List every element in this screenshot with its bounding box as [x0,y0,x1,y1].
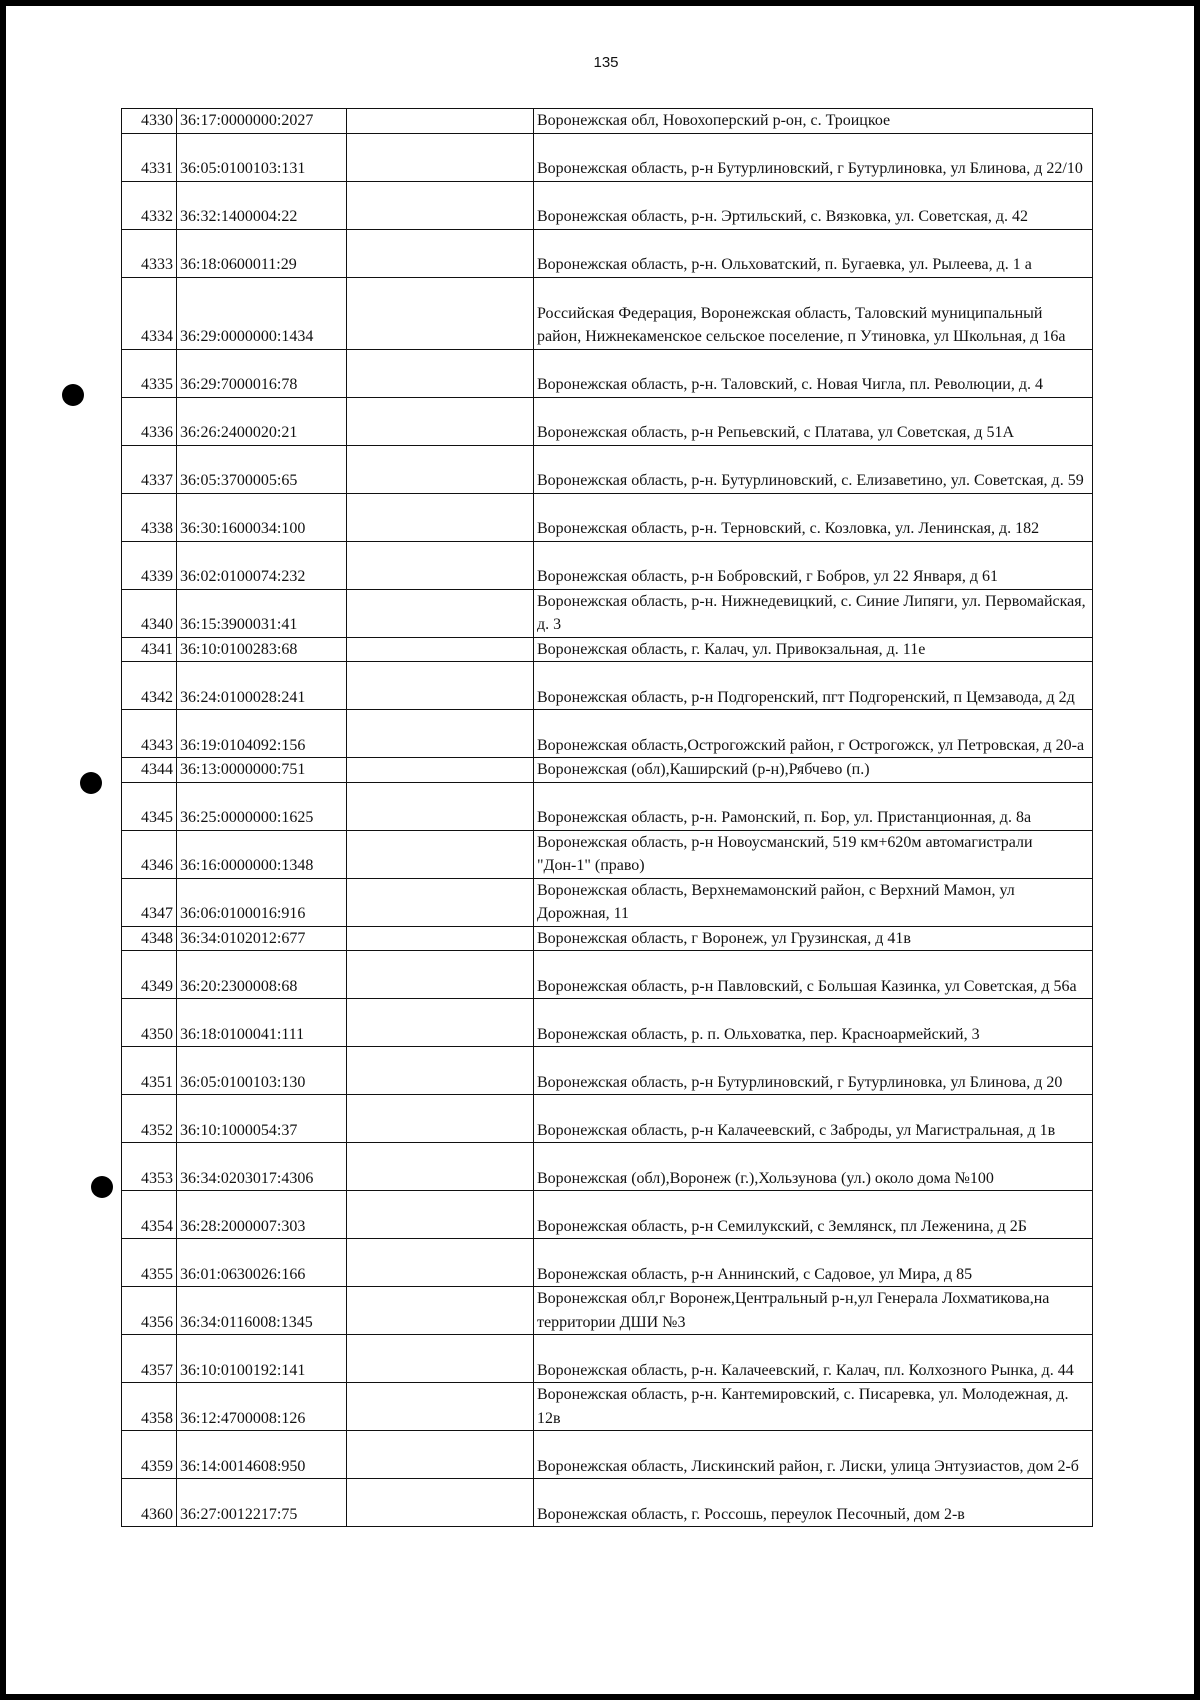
cadastral-number-cell: 36:30:1600034:100 [177,493,347,541]
row-number-cell: 4354 [122,1191,177,1239]
empty-cell [347,662,534,710]
empty-cell [347,493,534,541]
row-number-cell: 4355 [122,1239,177,1287]
table-row [122,1239,1093,1287]
table-row [122,1383,1093,1431]
row-number-cell: 4334 [122,277,177,349]
table-row [122,1047,1093,1095]
address-cell: Воронежская область, р-н. Таловский, с. Новая Чигла, пл. Революции, д. 4 [534,349,1093,397]
cadastral-number-cell: 36:02:0100074:232 [177,541,347,589]
row-number-cell: 4349 [122,951,177,999]
address-cell: Воронежская область, г Воронеж, ул Грузинская, д 41в [534,926,1093,951]
cadastral-number-cell: 36:29:0000000:1434 [177,277,347,349]
table-row [122,1287,1093,1335]
cadastral-number-cell: 36:29:7000016:78 [177,349,347,397]
address-cell: Российская Федерация, Воронежская область, Таловский муниципальный район, Нижнекаменское сельское поселение, п Утиновка, ул Школьная, д 16а [534,277,1093,349]
address-cell: Воронежская область, р-н Репьевский, с Платава, ул Советская, д 51А [534,397,1093,445]
row-number-cell: 4345 [122,782,177,830]
row-number-cell: 4331 [122,133,177,181]
empty-cell [347,878,534,926]
empty-cell [347,277,534,349]
empty-cell [347,758,534,783]
property-table [121,108,1093,1527]
cadastral-number-cell: 36:19:0104092:156 [177,710,347,758]
row-number-cell: 4341 [122,637,177,662]
row-number-cell: 4351 [122,1047,177,1095]
address-cell: Воронежская область, р-н. Нижнедевицкий, с. Синие Липяги, ул. Первомайская, д. 3 [534,589,1093,637]
empty-cell [347,710,534,758]
row-number-cell: 4359 [122,1431,177,1479]
empty-cell [347,1095,534,1143]
empty-cell [347,181,534,229]
address-cell: Воронежская область, р-н Аннинский, с Садовое, ул Мира, д 85 [534,1239,1093,1287]
cadastral-number-cell: 36:24:0100028:241 [177,662,347,710]
empty-cell [347,109,534,134]
table-row [122,1335,1093,1383]
empty-cell [347,229,534,277]
table-row [122,181,1093,229]
table-row [122,830,1093,878]
row-number-cell: 4330 [122,109,177,134]
row-number-cell: 4344 [122,758,177,783]
cadastral-number-cell: 36:05:3700005:65 [177,445,347,493]
punch-hole-mark [80,772,102,794]
cadastral-number-cell: 36:14:0014608:950 [177,1431,347,1479]
row-number-cell: 4335 [122,349,177,397]
row-number-cell: 4337 [122,445,177,493]
empty-cell [347,1191,534,1239]
address-cell: Воронежская область, р-н. Терновский, с. Козловка, ул. Ленинская, д. 182 [534,493,1093,541]
cadastral-number-cell: 36:34:0203017:4306 [177,1143,347,1191]
empty-cell [347,1239,534,1287]
empty-cell [347,926,534,951]
cadastral-number-cell: 36:12:4700008:126 [177,1383,347,1431]
row-number-cell: 4339 [122,541,177,589]
cadastral-number-cell: 36:20:2300008:68 [177,951,347,999]
address-cell: Воронежская область, р-н Павловский, с Большая Казинка, ул Советская, д 56а [534,951,1093,999]
table-row [122,229,1093,277]
address-cell: Воронежская область, р-н Подгоренский, пгт Подгоренский, п Цемзавода, д 2д [534,662,1093,710]
table-row [122,277,1093,349]
cadastral-number-cell: 36:17:0000000:2027 [177,109,347,134]
address-cell: Воронежская область, р. п. Ольховатка, пер. Красноармейский, 3 [534,999,1093,1047]
row-number-cell: 4333 [122,229,177,277]
table-row [122,1143,1093,1191]
table-row [122,1191,1093,1239]
table-row [122,710,1093,758]
empty-cell [347,637,534,662]
table-row [122,999,1093,1047]
cadastral-number-cell: 36:34:0116008:1345 [177,1287,347,1335]
cadastral-number-cell: 36:27:0012217:75 [177,1479,347,1527]
empty-cell [347,1287,534,1335]
row-number-cell: 4338 [122,493,177,541]
address-cell: Воронежская область, р-н. Бутурлиновский, с. Елизаветино, ул. Советская, д. 59 [534,445,1093,493]
cadastral-number-cell: 36:26:2400020:21 [177,397,347,445]
empty-cell [347,782,534,830]
table-row [122,589,1093,637]
address-cell: Воронежская область,Острогожский район, г Острогожск, ул Петровская, д 20-а [534,710,1093,758]
empty-cell [347,589,534,637]
table-row [122,878,1093,926]
row-number-cell: 4336 [122,397,177,445]
empty-cell [347,1431,534,1479]
empty-cell [347,133,534,181]
empty-cell [347,1383,534,1431]
address-cell: Воронежская область, р-н. Эртильский, с. Вязковка, ул. Советская, д. 42 [534,181,1093,229]
address-cell: Воронежская область, г. Россошь, переулок Песочный, дом 2-в [534,1479,1093,1527]
cadastral-number-cell: 36:32:1400004:22 [177,181,347,229]
cadastral-number-cell: 36:10:1000054:37 [177,1095,347,1143]
address-cell: Воронежская область, р-н Бутурлиновский, г Бутурлиновка, ул Блинова, д 20 [534,1047,1093,1095]
address-cell: Воронежская область, р-н Бутурлиновский, г Бутурлиновка, ул Блинова, д 22/10 [534,133,1093,181]
cadastral-number-cell: 36:13:0000000:751 [177,758,347,783]
empty-cell [347,541,534,589]
cadastral-number-cell: 36:05:0100103:130 [177,1047,347,1095]
empty-cell [347,830,534,878]
empty-cell [347,349,534,397]
cadastral-number-cell: 36:05:0100103:131 [177,133,347,181]
cadastral-number-cell: 36:15:3900031:41 [177,589,347,637]
address-cell: Воронежская область, Лискинский район, г. Лиски, улица Энтузиастов, дом 2-б [534,1431,1093,1479]
address-cell: Воронежская область, р-н Семилукский, с Землянск, пл Леженина, д 2Б [534,1191,1093,1239]
table-row [122,951,1093,999]
row-number-cell: 4356 [122,1287,177,1335]
empty-cell [347,397,534,445]
address-cell: Воронежская обл,г Воронеж,Центральный р-н,ул Генерала Лохматикова,на территории ДШИ №3 [534,1287,1093,1335]
table-row [122,637,1093,662]
address-cell: Воронежская область, р-н Калачеевский, с Заброды, ул Магистральная, д 1в [534,1095,1093,1143]
table-row [122,133,1093,181]
table-row [122,662,1093,710]
row-number-cell: 4352 [122,1095,177,1143]
empty-cell [347,1335,534,1383]
cadastral-number-cell: 36:06:0100016:916 [177,878,347,926]
address-cell: Воронежская область, Верхнемамонский район, с Верхний Мамон, ул Дорожная, 11 [534,878,1093,926]
address-cell: Воронежская область, р-н. Калачеевский, г. Калач, пл. Колхозного Рынка, д. 44 [534,1335,1093,1383]
table-row [122,349,1093,397]
row-number-cell: 4350 [122,999,177,1047]
address-cell: Воронежская область, р-н Новоусманский, 519 км+620м автомагистрали "Дон-1" (право) [534,830,1093,878]
cadastral-number-cell: 36:10:0100283:68 [177,637,347,662]
row-number-cell: 4342 [122,662,177,710]
table-row [122,445,1093,493]
table-row [122,926,1093,951]
cadastral-number-cell: 36:25:0000000:1625 [177,782,347,830]
address-cell: Воронежская (обл),Каширский (р-н),Рябчево (п.) [534,758,1093,783]
cadastral-number-cell: 36:18:0100041:111 [177,999,347,1047]
table-row [122,1095,1093,1143]
address-cell: Воронежская область, р-н. Рамонский, п. Бор, ул. Пристанционная, д. 8а [534,782,1093,830]
cadastral-number-cell: 36:16:0000000:1348 [177,830,347,878]
row-number-cell: 4343 [122,710,177,758]
empty-cell [347,1143,534,1191]
cadastral-number-cell: 36:01:0630026:166 [177,1239,347,1287]
page-number: 135 [593,54,619,71]
empty-cell [347,1479,534,1527]
address-cell: Воронежская область, г. Калач, ул. Привокзальная, д. 11е [534,637,1093,662]
address-cell: Воронежская область, р-н. Кантемировский, с. Писаревка, ул. Молодежная, д. 12в [534,1383,1093,1431]
table-row [122,109,1093,134]
address-cell: Воронежская область, р-н Бобровский, г Бобров, ул 22 Января, д 61 [534,541,1093,589]
table-row [122,782,1093,830]
address-cell: Воронежская обл, Новохоперский р-он, с. Троицкое [534,109,1093,134]
cadastral-number-cell: 36:10:0100192:141 [177,1335,347,1383]
row-number-cell: 4360 [122,1479,177,1527]
empty-cell [347,1047,534,1095]
table-row [122,1431,1093,1479]
row-number-cell: 4357 [122,1335,177,1383]
row-number-cell: 4346 [122,830,177,878]
punch-hole-mark [91,1176,113,1198]
row-number-cell: 4332 [122,181,177,229]
table-row [122,397,1093,445]
row-number-cell: 4358 [122,1383,177,1431]
table-row [122,541,1093,589]
punch-hole-mark [62,384,84,406]
row-number-cell: 4347 [122,878,177,926]
document-page [6,6,1194,1694]
address-cell: Воронежская (обл),Воронеж (г.),Хользунова (ул.) около дома №100 [534,1143,1093,1191]
table-row [122,1479,1093,1527]
cadastral-number-cell: 36:34:0102012:677 [177,926,347,951]
table-row [122,493,1093,541]
row-number-cell: 4340 [122,589,177,637]
empty-cell [347,999,534,1047]
empty-cell [347,951,534,999]
cadastral-number-cell: 36:18:0600011:29 [177,229,347,277]
row-number-cell: 4353 [122,1143,177,1191]
cadastral-number-cell: 36:28:2000007:303 [177,1191,347,1239]
table-row [122,758,1093,783]
address-cell: Воронежская область, р-н. Ольховатский, п. Бугаевка, ул. Рылеева, д. 1 а [534,229,1093,277]
empty-cell [347,445,534,493]
row-number-cell: 4348 [122,926,177,951]
